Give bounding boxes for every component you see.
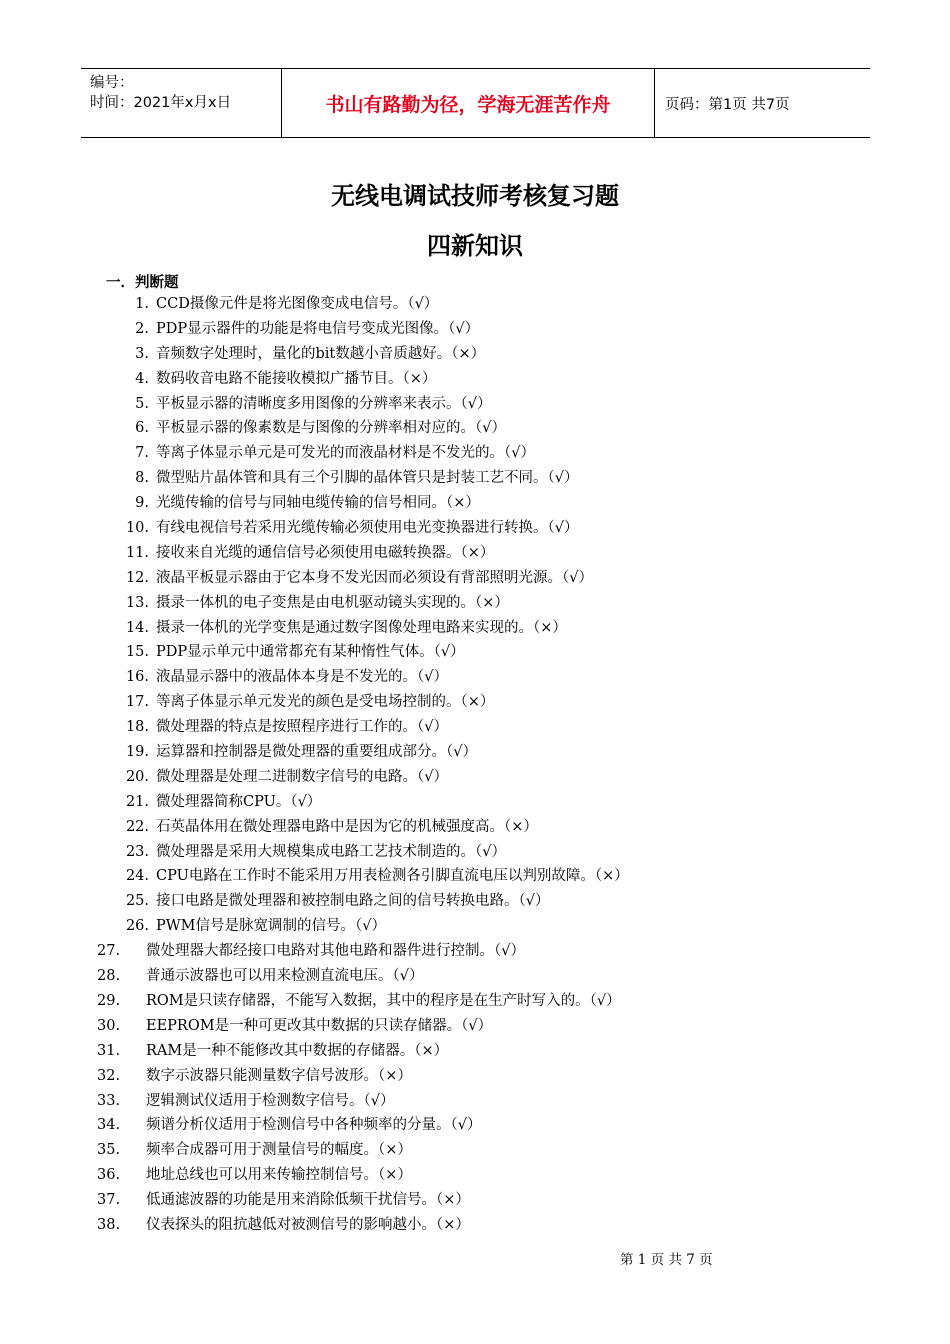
question-text: 接收来自光缆的通信信号必须使用电磁转换器。（×）	[156, 544, 495, 561]
question-item	[0, 765, 950, 790]
question-text: CPU电路在工作时不能采用万用表检测各引脚直流电压以判别故障。（×）	[156, 868, 629, 885]
question-number: 26.	[125, 918, 149, 935]
question-text: RAM是一种不能修改其中数据的存储器。（×）	[146, 1042, 449, 1059]
question-number: 38.	[97, 1216, 121, 1233]
question-text: 微处理器的特点是按照程序进行工作的。（√）	[156, 719, 448, 736]
question-text: 逻辑测试仪适用于检测数字信号。（√）	[146, 1092, 395, 1109]
question-item	[0, 1089, 950, 1114]
question-text: 微处理器是采用大规模集成电路工艺技术制造的。（√）	[156, 843, 506, 860]
question-number: 23.	[125, 843, 149, 860]
question-number: 9.	[135, 495, 149, 512]
question-number: 18.	[125, 719, 149, 736]
question-item	[0, 665, 950, 690]
question-item	[0, 864, 950, 889]
question-number: 19.	[125, 744, 149, 761]
question-number: 30.	[97, 1017, 121, 1034]
question-text: PDP显示单元中通常都充有某种惰性气体。（√）	[156, 644, 465, 661]
question-text: 石英晶体用在微处理器电路中是因为它的机械强度高。（×）	[156, 818, 538, 835]
question-item	[0, 466, 950, 491]
question-text: CCD摄像元件是将光图像变成电信号。（√）	[156, 296, 439, 312]
page-info: 页码：第1页 共7页	[665, 96, 790, 113]
question-text: 地址总线也可以用来传输控制信号。（×）	[146, 1167, 412, 1184]
question-number: 34.	[97, 1117, 121, 1134]
question-number: 14.	[125, 619, 149, 636]
question-number: 5.	[135, 395, 149, 412]
question-item	[0, 591, 950, 616]
question-item	[0, 840, 950, 865]
question-text: 频谱分析仪适用于检测信号中各种频率的分量。（√）	[146, 1117, 482, 1134]
question-item	[0, 566, 950, 591]
question-text: 平板显示器的像素数是与图像的分辨率相对应的。（√）	[156, 420, 506, 437]
question-item	[0, 914, 950, 939]
question-text: 光缆传输的信号与同轴电缆传输的信号相同。（×）	[156, 495, 480, 512]
question-number: 20.	[125, 768, 149, 785]
question-number: 6.	[135, 420, 149, 437]
question-text: 接口电路是微处理器和被控制电路之间的信号转换电路。（√）	[156, 893, 550, 910]
question-number: 24.	[125, 868, 149, 885]
document-title: 无线电调试技师考核复习题	[331, 182, 619, 210]
question-number: 25.	[125, 893, 149, 910]
question-number: 22.	[125, 818, 149, 835]
question-item	[0, 640, 950, 665]
question-text: 数码收音电路不能接收模拟广播节目。（×）	[156, 370, 437, 387]
question-number: 8.	[135, 470, 149, 487]
question-item	[0, 441, 950, 466]
question-item	[0, 740, 950, 765]
question-number: 1.	[135, 296, 149, 312]
question-number: 3.	[135, 345, 149, 362]
number-label: 编号：	[90, 75, 134, 91]
question-text: 微处理器简称CPU。（√）	[156, 793, 322, 810]
question-item	[0, 815, 950, 840]
question-number: 37.	[97, 1192, 121, 1209]
question-text: 液晶显示器中的液晶体本身是不发光的。（√）	[156, 669, 448, 686]
question-text: 摄录一体机的电子变焦是由电机驱动镜头实现的。（×）	[156, 594, 509, 611]
question-text: 仪表探头的阻抗越低对被测信号的影响越小。（×）	[146, 1216, 470, 1233]
question-text: 数字示波器只能测量数字信号波形。（×）	[146, 1067, 412, 1084]
question-number: 12.	[125, 569, 149, 586]
question-number: 10.	[125, 520, 149, 537]
header-info-cell	[81, 69, 282, 137]
question-item	[0, 392, 950, 417]
question-number: 33.	[97, 1092, 121, 1109]
question-text: 微型贴片晶体管和具有三个引脚的晶体管只是封装工艺不同。（√）	[156, 470, 579, 487]
question-number: 15.	[125, 644, 149, 661]
page-footer: 第 1 页 共 7 页	[620, 1252, 713, 1268]
question-item	[0, 317, 950, 342]
question-item	[0, 964, 950, 989]
question-text: 普通示波器也可以用来检测直流电压。（√）	[146, 968, 424, 985]
question-text: 微处理器是处理二进制数字信号的电路。（√）	[156, 768, 448, 785]
question-item	[0, 416, 950, 441]
question-item	[0, 690, 950, 715]
page-header	[81, 68, 870, 138]
question-item	[0, 616, 950, 641]
question-list	[0, 292, 950, 1238]
date-label: 时间：2021年x月x日	[90, 95, 232, 111]
question-item	[0, 491, 950, 516]
question-number: 2.	[135, 320, 149, 337]
question-item	[0, 1039, 950, 1064]
question-text: PWM信号是脉宽调制的信号。（√）	[156, 918, 386, 935]
question-item	[0, 342, 950, 367]
question-text: 摄录一体机的光学变焦是通过数字图像处理电路来实现的。（×）	[156, 619, 567, 636]
question-item	[0, 889, 950, 914]
question-item	[0, 541, 950, 566]
question-number: 36.	[97, 1167, 121, 1184]
question-number: 16.	[125, 669, 149, 686]
document-subtitle: 四新知识	[427, 232, 523, 260]
question-item	[0, 790, 950, 815]
question-text: 低通滤波器的功能是用来消除低频干扰信号。（×）	[146, 1192, 470, 1209]
question-number: 27.	[97, 943, 121, 960]
question-item	[0, 715, 950, 740]
question-item	[0, 939, 950, 964]
question-number: 32.	[97, 1067, 121, 1084]
question-item	[0, 292, 950, 317]
question-item	[0, 516, 950, 541]
question-text: 等离子体显示单元是可发光的而液晶材料是不发光的。（√）	[156, 445, 535, 462]
question-item	[0, 367, 950, 392]
question-text: 音频数字处理时，量化的bit数越小音质越好。（×）	[156, 345, 486, 362]
question-text: PDP显示器件的功能是将电信号变成光图像。（√）	[156, 320, 480, 337]
question-number: 31.	[97, 1042, 121, 1059]
question-number: 13.	[125, 594, 149, 611]
question-item	[0, 1213, 950, 1238]
question-item	[0, 989, 950, 1014]
question-item	[0, 1113, 950, 1138]
question-text: 平板显示器的清晰度多用图像的分辨率来表示。（√）	[156, 395, 492, 412]
question-item	[0, 1138, 950, 1163]
section-heading: 一．判断题	[106, 275, 179, 291]
question-text: 液晶平板显示器由于它本身不发光因而必须设有背部照明光源。（√）	[156, 569, 593, 586]
question-text: 等离子体显示单元发光的颜色是受电场控制的。（×）	[156, 694, 495, 711]
question-number: 17.	[125, 694, 149, 711]
question-number: 21.	[125, 793, 149, 810]
question-text: 微处理器大都经接口电路对其他电路和器件进行控制。（√）	[146, 943, 525, 960]
question-item	[0, 1064, 950, 1089]
question-text: ROM是只读存储器，不能写入数据，其中的程序是在生产时写入的。（√）	[146, 992, 621, 1009]
question-item	[0, 1188, 950, 1213]
question-item	[0, 1163, 950, 1188]
question-number: 28.	[97, 968, 121, 985]
question-text: EEPROM是一种可更改其中数据的只读存储器。（√）	[146, 1017, 493, 1034]
motto: 书山有路勤为径，学海无涯苦作舟	[282, 69, 655, 137]
question-number: 35.	[97, 1142, 121, 1159]
question-item	[0, 1014, 950, 1039]
question-number: 7.	[135, 445, 149, 462]
question-number: 11.	[125, 544, 149, 561]
question-number: 4.	[135, 370, 149, 387]
question-text: 有线电视信号若采用光缆传输必须使用电光变换器进行转换。（√）	[156, 520, 579, 537]
question-text: 频率合成器可用于测量信号的幅度。（×）	[146, 1142, 412, 1159]
question-number: 29.	[97, 992, 121, 1009]
question-text: 运算器和控制器是微处理器的重要组成部分。（√）	[156, 744, 477, 761]
